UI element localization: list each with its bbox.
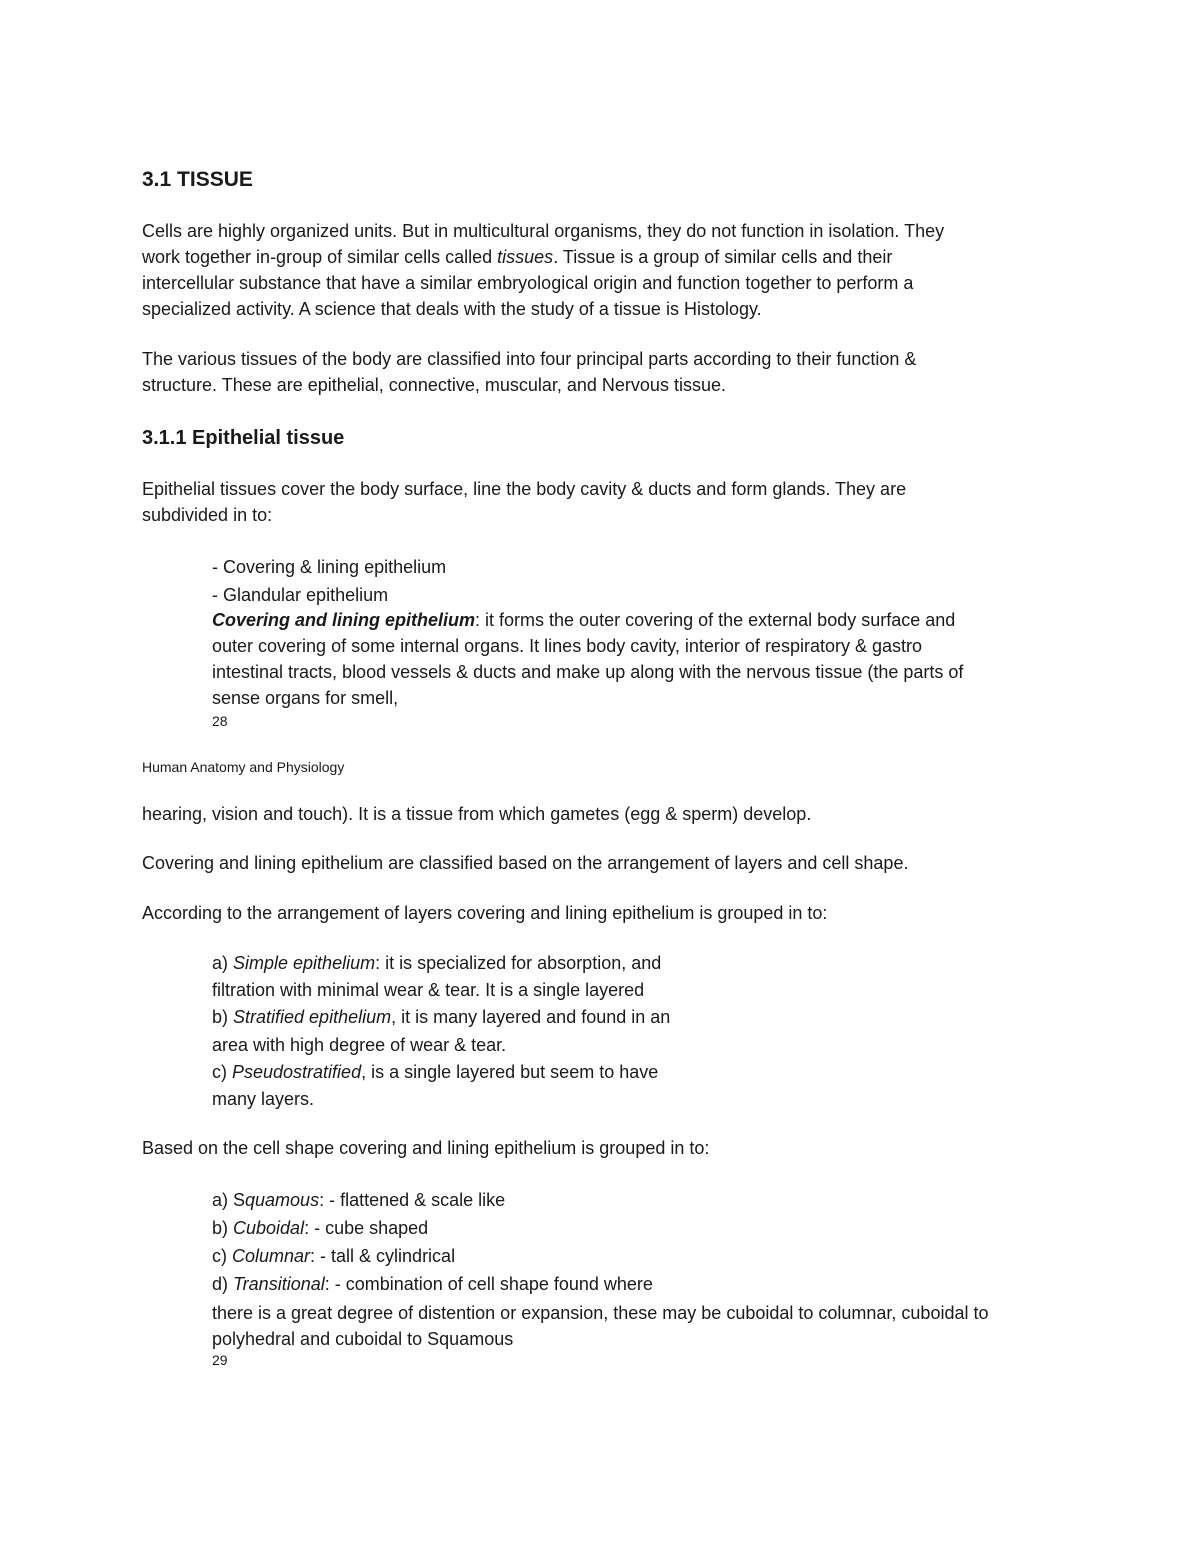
intro-line-2 xyxy=(142,244,944,270)
intro-line-3: intercellular substance that have a similar embryological origin and function together to perform a xyxy=(142,273,914,293)
section-heading: 3.1 TISSUE xyxy=(142,168,253,191)
covering-line-4: sense organs for smell, xyxy=(212,688,399,708)
continuation-line: hearing, vision and touch). It is a tissue from which gametes (egg & sperm) develop. xyxy=(142,804,812,824)
list-item-text: : it is specialized for absorption, and xyxy=(375,953,662,973)
arrangement-list xyxy=(212,950,670,1113)
list-item: - Covering & lining epithelium xyxy=(212,557,447,577)
list-item-continuation: filtration with minimal wear & tear. It is a single layered xyxy=(212,980,645,1001)
list-item xyxy=(212,950,670,977)
list-item xyxy=(212,1004,670,1031)
list-marker: c) xyxy=(212,1061,232,1082)
list-marker: b) xyxy=(212,1007,234,1028)
continuation-line-1: there is a great degree of distention or expansion, these may be cuboidal to columnar, cuboidal to xyxy=(212,1303,989,1323)
list-item xyxy=(212,1270,653,1298)
list-item-text: : - flattened & scale like xyxy=(319,1190,506,1210)
list-item-text: : - combination of cell shape found where xyxy=(324,1274,653,1294)
list-item xyxy=(212,1214,653,1242)
covering-line-1-text: : it forms the outer covering of the external body surface and xyxy=(475,610,956,630)
covering-line-3: intestinal tracts, blood vessels & ducts and make up along with the nervous tissue (the parts of xyxy=(212,662,964,682)
intro-paragraph xyxy=(142,218,944,322)
covering-term: Covering and lining epithelium xyxy=(212,610,476,630)
list-marker: d) xyxy=(212,1274,234,1294)
covering-line-2: outer covering of some internal organs. It lines body cavity, interior of respiratory & gastro xyxy=(212,636,922,656)
list-item-continuation: many layers. xyxy=(212,1089,315,1110)
arrangement-intro-line: According to the arrangement of layers covering and lining epithelium is grouped in to: xyxy=(142,903,828,923)
list-item-text: , it is many layered and found in an xyxy=(391,1007,671,1028)
subsection-heading: 3.1.1 Epithelial tissue xyxy=(142,427,345,449)
list-item xyxy=(212,1242,653,1270)
transitional-term: Transitional xyxy=(233,1274,325,1294)
list-item-continuation: area with high degree of wear & tear. xyxy=(212,1034,507,1055)
epithelial-intro-paragraph xyxy=(142,476,906,528)
classified-based-line: Covering and lining epithelium are classified based on the arrangement of layers and cell shape. xyxy=(142,853,909,873)
columnar-term: Columnar xyxy=(232,1246,311,1266)
cuboidal-term: Cuboidal xyxy=(233,1218,305,1238)
page-number: 29 xyxy=(212,1352,228,1368)
running-header: Human Anatomy and Physiology xyxy=(142,759,345,775)
list-marker: a) S xyxy=(212,1190,246,1210)
intro-line-1: Cells are highly organized units. But in multicultural organisms, they do not function in isolation. They xyxy=(142,221,945,241)
list-item-text: , is a single layered but seem to have xyxy=(361,1061,659,1082)
stratified-epithelium-term: Stratified epithelium xyxy=(233,1007,392,1028)
simple-epithelium-term: Simple epithelium xyxy=(233,953,376,973)
intro-line-2-rest: . Tissue is a group of similar cells and their xyxy=(553,247,893,267)
subdivision-list xyxy=(212,553,446,609)
classification-line-1: The various tissues of the body are classified into four principal parts according to their function & xyxy=(142,349,917,369)
covering-paragraph xyxy=(212,607,963,711)
epithelial-intro-line-2: subdivided in to: xyxy=(142,505,273,525)
shape-list xyxy=(212,1186,653,1298)
intro-line-4: specialized activity. A science that deals with the study of a tissue is Histology. xyxy=(142,299,762,319)
list-item-text: : - tall & cylindrical xyxy=(310,1246,456,1266)
pseudostratified-term: Pseudostratified xyxy=(232,1061,362,1082)
page-number: 28 xyxy=(212,713,228,729)
list-marker: a) xyxy=(212,953,234,973)
classification-paragraph xyxy=(142,346,916,398)
epithelial-intro-line-1: Epithelial tissues cover the body surface, line the body cavity & ducts and form glands. They are xyxy=(142,479,907,499)
intro-line-2-text: work together in-group of similar cells called xyxy=(142,247,498,267)
list-item: - Glandular epithelium xyxy=(212,585,389,605)
list-marker: c) xyxy=(212,1246,232,1266)
covering-line-1 xyxy=(212,607,963,633)
shape-intro-line: Based on the cell shape covering and lining epithelium is grouped in to: xyxy=(142,1138,710,1158)
list-item xyxy=(212,1186,653,1214)
list-item-text: : - cube shaped xyxy=(304,1218,429,1238)
transitional-continuation xyxy=(212,1300,989,1352)
continuation-line-2: polyhedral and cuboidal to Squamous xyxy=(212,1329,514,1349)
list-item xyxy=(212,1059,670,1086)
squamous-term: quamous xyxy=(245,1190,320,1210)
classification-line-2: structure. These are epithelial, connective, muscular, and Nervous tissue. xyxy=(142,375,726,395)
tissues-term: tissues xyxy=(497,247,554,267)
list-marker: b) xyxy=(212,1218,234,1238)
